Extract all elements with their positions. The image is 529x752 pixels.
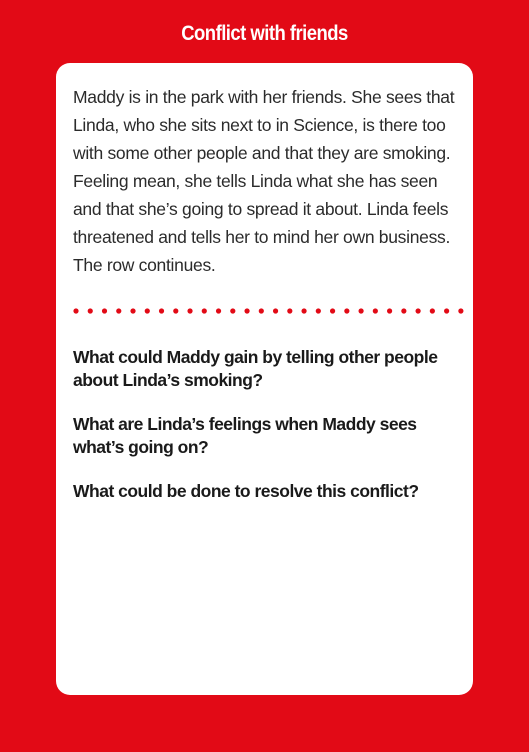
question-1: What could Maddy gain by telling other people about Linda’s smoking? — [73, 347, 438, 390]
divider-dot — [373, 308, 378, 313]
divider-dot — [387, 308, 392, 313]
divider-dot — [73, 308, 78, 313]
divider-dot — [159, 308, 164, 313]
dotted-divider — [73, 307, 465, 315]
divider-dot — [244, 308, 249, 313]
question-2: What are Linda’s feelings when Maddy sees what’s going on? — [73, 414, 417, 457]
divider-dot — [273, 308, 278, 313]
divider-dot — [216, 308, 221, 313]
divider-dot — [416, 308, 421, 313]
divider-dot — [316, 308, 321, 313]
divider-dot — [88, 308, 93, 313]
divider-dot — [130, 308, 135, 313]
divider-dot — [102, 308, 107, 313]
divider-dot — [116, 308, 121, 313]
divider-dot — [444, 308, 449, 313]
divider-dot — [202, 308, 207, 313]
story-text: Maddy is in the park with her friends. She sees that Linda, who she sits next to in Science, is there too with some other people and that they are smoking. Feeling mean, she tells Linda what she has seen and that she’s going to spread it about. Linda feels threatened and tells her to mind her own business. The row continues. — [73, 87, 455, 275]
content-card — [56, 63, 473, 695]
divider-dot — [145, 308, 150, 313]
divider-dot — [430, 308, 435, 313]
question-3: What could be done to resolve this conflict? — [73, 481, 419, 501]
divider-dot — [344, 308, 349, 313]
divider-dot — [358, 308, 363, 313]
divider-dot — [259, 308, 264, 313]
divider-dot — [458, 308, 463, 313]
divider-dot — [230, 308, 235, 313]
divider-dot — [187, 308, 192, 313]
divider-dot — [173, 308, 178, 313]
question-list — [73, 346, 465, 524]
page-title: Conflict with friends — [181, 22, 348, 45]
divider-dot — [287, 308, 292, 313]
divider-dot — [330, 308, 335, 313]
divider-dot — [401, 308, 406, 313]
divider-dot — [301, 308, 306, 313]
